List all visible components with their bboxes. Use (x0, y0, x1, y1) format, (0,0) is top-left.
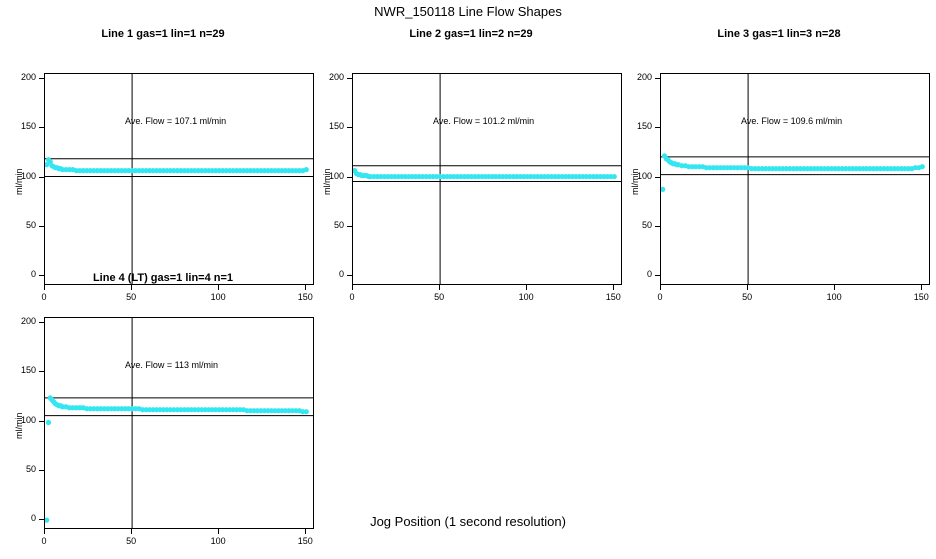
y-tick-label: 100 (20, 414, 36, 425)
x-tick (131, 529, 132, 534)
plot-area (44, 73, 314, 285)
y-tick (39, 226, 44, 227)
y-tick (655, 275, 660, 276)
average-flow-annotation: Ave. Flow = 109.6 ml/min (741, 116, 843, 127)
y-tick (39, 78, 44, 79)
data-series (45, 318, 314, 529)
y-axis-label: ml/min (14, 412, 24, 439)
chart-panel (320, 28, 642, 315)
x-tick (44, 529, 45, 534)
x-tick-label: 50 (126, 292, 137, 302)
average-flow-annotation: Ave. Flow = 107.1 ml/min (125, 116, 227, 127)
x-tick-label: 0 (41, 292, 47, 302)
y-tick (347, 275, 352, 276)
y-tick (655, 177, 660, 178)
x-tick (747, 285, 748, 290)
data-series (45, 74, 314, 285)
chart-title: Line 4 (LT) gas=1 lin=4 n=1 (92, 272, 234, 284)
plot-area (44, 317, 314, 529)
chart-title: Line 2 gas=1 lin=2 n=29 (409, 28, 533, 40)
y-tick-label: 150 (20, 365, 36, 376)
x-tick-label: 0 (349, 292, 355, 302)
x-tick (218, 529, 219, 534)
y-tick-label: 0 (646, 269, 652, 280)
y-axis-label: ml/min (322, 168, 332, 195)
x-tick-label: 0 (657, 292, 663, 302)
y-tick-label: 0 (30, 513, 36, 524)
data-series (661, 74, 930, 285)
x-tick (613, 285, 614, 290)
y-tick-label: 200 (20, 71, 36, 82)
x-tick (921, 285, 922, 290)
y-tick-label: 200 (636, 71, 652, 82)
x-tick (660, 285, 661, 290)
y-tick-label: 150 (636, 121, 652, 132)
chart-panel (628, 28, 936, 315)
x-tick-label: 100 (210, 292, 226, 302)
y-tick (39, 421, 44, 422)
y-tick (347, 127, 352, 128)
chart-title: Line 3 gas=1 lin=3 n=28 (717, 28, 841, 40)
x-tick-label: 100 (826, 292, 842, 302)
y-tick (655, 127, 660, 128)
x-axis-label-global: Jog Position (1 second resolution) (370, 514, 566, 529)
y-tick-label: 0 (338, 269, 344, 280)
y-tick-label: 0 (30, 269, 36, 280)
chart-title: Line 1 gas=1 lin=1 n=29 (101, 28, 225, 40)
x-tick-label: 150 (297, 536, 313, 546)
y-tick (347, 78, 352, 79)
y-tick (39, 371, 44, 372)
plot-area (352, 73, 622, 285)
y-axis-label: ml/min (630, 168, 640, 195)
x-tick-label: 150 (605, 292, 621, 302)
y-tick-label: 150 (328, 121, 344, 132)
x-tick-label: 150 (913, 292, 929, 302)
x-tick (526, 285, 527, 290)
y-tick-label: 50 (25, 219, 36, 230)
x-tick-label: 150 (297, 292, 313, 302)
x-tick-label: 100 (210, 536, 226, 546)
average-flow-annotation: Ave. Flow = 101.2 ml/min (433, 116, 535, 127)
y-tick-label: 100 (636, 170, 652, 181)
y-tick (655, 78, 660, 79)
x-tick (834, 285, 835, 290)
x-tick-label: 100 (518, 292, 534, 302)
x-tick-label: 50 (126, 536, 137, 546)
average-flow-annotation: Ave. Flow = 113 ml/min (125, 360, 218, 371)
y-tick-label: 50 (25, 463, 36, 474)
y-tick (39, 322, 44, 323)
y-tick (39, 177, 44, 178)
page-title: NWR_150118 Line Flow Shapes (374, 4, 562, 19)
y-tick (347, 226, 352, 227)
y-tick (39, 470, 44, 471)
y-tick-label: 50 (333, 219, 344, 230)
y-tick (655, 226, 660, 227)
y-tick-label: 100 (328, 170, 344, 181)
y-tick-label: 150 (20, 121, 36, 132)
y-tick-label: 200 (20, 315, 36, 326)
y-tick-label: 200 (328, 71, 344, 82)
plot-area (660, 73, 930, 285)
x-tick (439, 285, 440, 290)
x-tick (305, 529, 306, 534)
y-axis-label: ml/min (14, 168, 24, 195)
y-tick (39, 127, 44, 128)
y-tick-label: 100 (20, 170, 36, 181)
x-tick-label: 50 (434, 292, 445, 302)
x-tick-label: 50 (742, 292, 753, 302)
x-tick (352, 285, 353, 290)
y-tick-label: 50 (641, 219, 652, 230)
data-series (353, 74, 622, 285)
x-tick-label: 0 (41, 536, 47, 546)
y-tick (347, 177, 352, 178)
